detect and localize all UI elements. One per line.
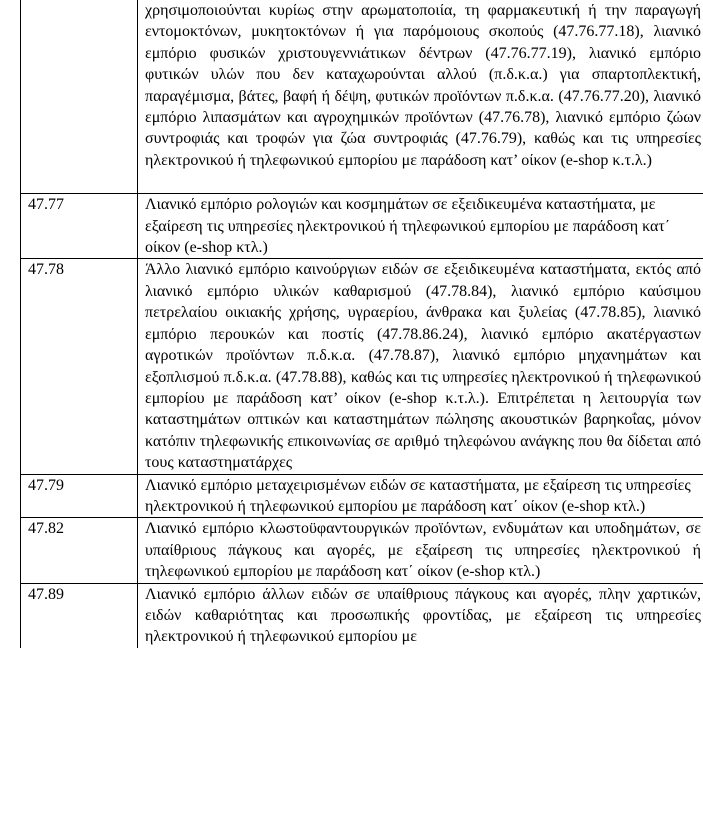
code-cell: 47.89 — [21, 583, 138, 648]
page-bottom-margin — [0, 809, 703, 830]
table-row — [21, 474, 703, 518]
description-cell: Λιανικό εμπόριο άλλων ειδών σε υπαίθριους πάγκους και αγορές, πλην χαρτικών, ειδών καθαριότητας και προσωπικής φροντίδας, με εξαίρεση τις υπηρεσίες ηλεκτρονικού ή τηλεφωνικού εμπορίου με — [138, 583, 703, 648]
description-cell: Λιανικό εμπόριο μεταχειρισμένων ειδών σε καταστήματα, με εξαίρεση τις υπηρεσίες ηλεκτρονικού ή τηλεφωνικού εμπορίου με παράδοση κατ΄ οίκον (e-shop κτλ.) — [138, 474, 703, 518]
table-row — [21, 194, 703, 259]
description-cell: Άλλο λιανικό εμπόριο καινούργιων ειδών σε εξειδικευμένα καταστήματα, εκτός από λιανικό εμπόριο υλικών καθαρισμού (47.78.84), λιανικό εμπόριο καύσιμου πετρελαίου οικιακής χρήσης, υγραερίου, άνθρακα και ξυλείας (47.78.85), λιανικό εμπόριο περουκών και ποστίς (47.78.86.24), λιανικό εμπόριο ακατέργαστων αγροτικών προϊόντων π.δ.κ.α. (47.78.87), λιανικό εμπόριο μηχανημάτων και εξοπλισμού π.δ.κ.α. (47.78.88), καθώς και τις υπηρεσίες ηλεκτρονικού ή τηλεφωνικού εμπορίου με παράδοση κατ’ οίκον (e-shop κ.τ.λ.). Επιτρέπεται η λειτουργία των καταστημάτων οπτικών και καταστημάτων πώλησης ακουστικών βαρηκοΐας, μόνον κατόπιν τηλεφωνικής επικοινωνίας σε αριθμό τηλεφώνου ανάγκης που θα δίδεται από τους καταστηματάρχες — [138, 259, 703, 474]
table-row — [21, 0, 703, 194]
code-cell: 47.82 — [21, 518, 138, 583]
description-cell: Λιανικό εμπόριο ρολογιών και κοσμημάτων σε εξειδικευμένα καταστήματα, με εξαίρεση τις υπηρεσίες ηλεκτρονικού ή τηλεφωνικού εμπορίου με παράδοση κατ΄ οίκον (e-shop κτλ.) — [138, 194, 703, 259]
table-row — [21, 518, 703, 583]
activity-codes-table — [20, 0, 703, 648]
description-cell: χρησιμοποιούνται κυρίως στην αρωματοποιία, τη φαρμακευτική ή την παραγωγή εντομοκτόνων, μυκητοκτόνων ή για παρόμοιους σκοπούς (47.76.77.18), λιανικό εμπόριο φυσικών χριστουγεννιάτικων δέντρων (47.76.77.19), λιανικό εμπόριο φυτικών υλών που δεν καταχωρούνται αλλού (π.δ.κ.α.) για σπαρτοπλεκτική, παραγέμισμα, βάτες, βαφή ή δέψη, φυτικών προϊόντων π.δ.κ.α. (47.76.77.20), λιανικό εμπόριο λιπασμάτων και αγροχημικών προϊόντων (47.76.78), λιανικό εμπόριο ζώων συντροφιάς και τροφών για ζώα συντροφιάς (47.76.79), καθώς και τις υπηρεσίες ηλεκτρονικού ή τηλεφωνικού εμπορίου με παράδοση κατ’ οίκον (e-shop κ.τ.λ.) — [138, 0, 703, 194]
code-cell: 47.77 — [21, 194, 138, 259]
code-cell — [21, 0, 138, 194]
table-row — [21, 583, 703, 648]
description-cell: Λιανικό εμπόριο κλωστοϋφαντουργικών προϊόντων, ενδυμάτων και υποδημάτων, σε υπαίθριους πάγκους και αγορές, με εξαίρεση τις υπηρεσίες ηλεκτρονικού ή τηλεφωνικού εμπορίου με παράδοση κατ΄ οίκον (e-shop κτλ.) — [138, 518, 703, 583]
code-cell: 47.79 — [21, 474, 138, 518]
code-cell: 47.78 — [21, 259, 138, 474]
table-row — [21, 259, 703, 474]
